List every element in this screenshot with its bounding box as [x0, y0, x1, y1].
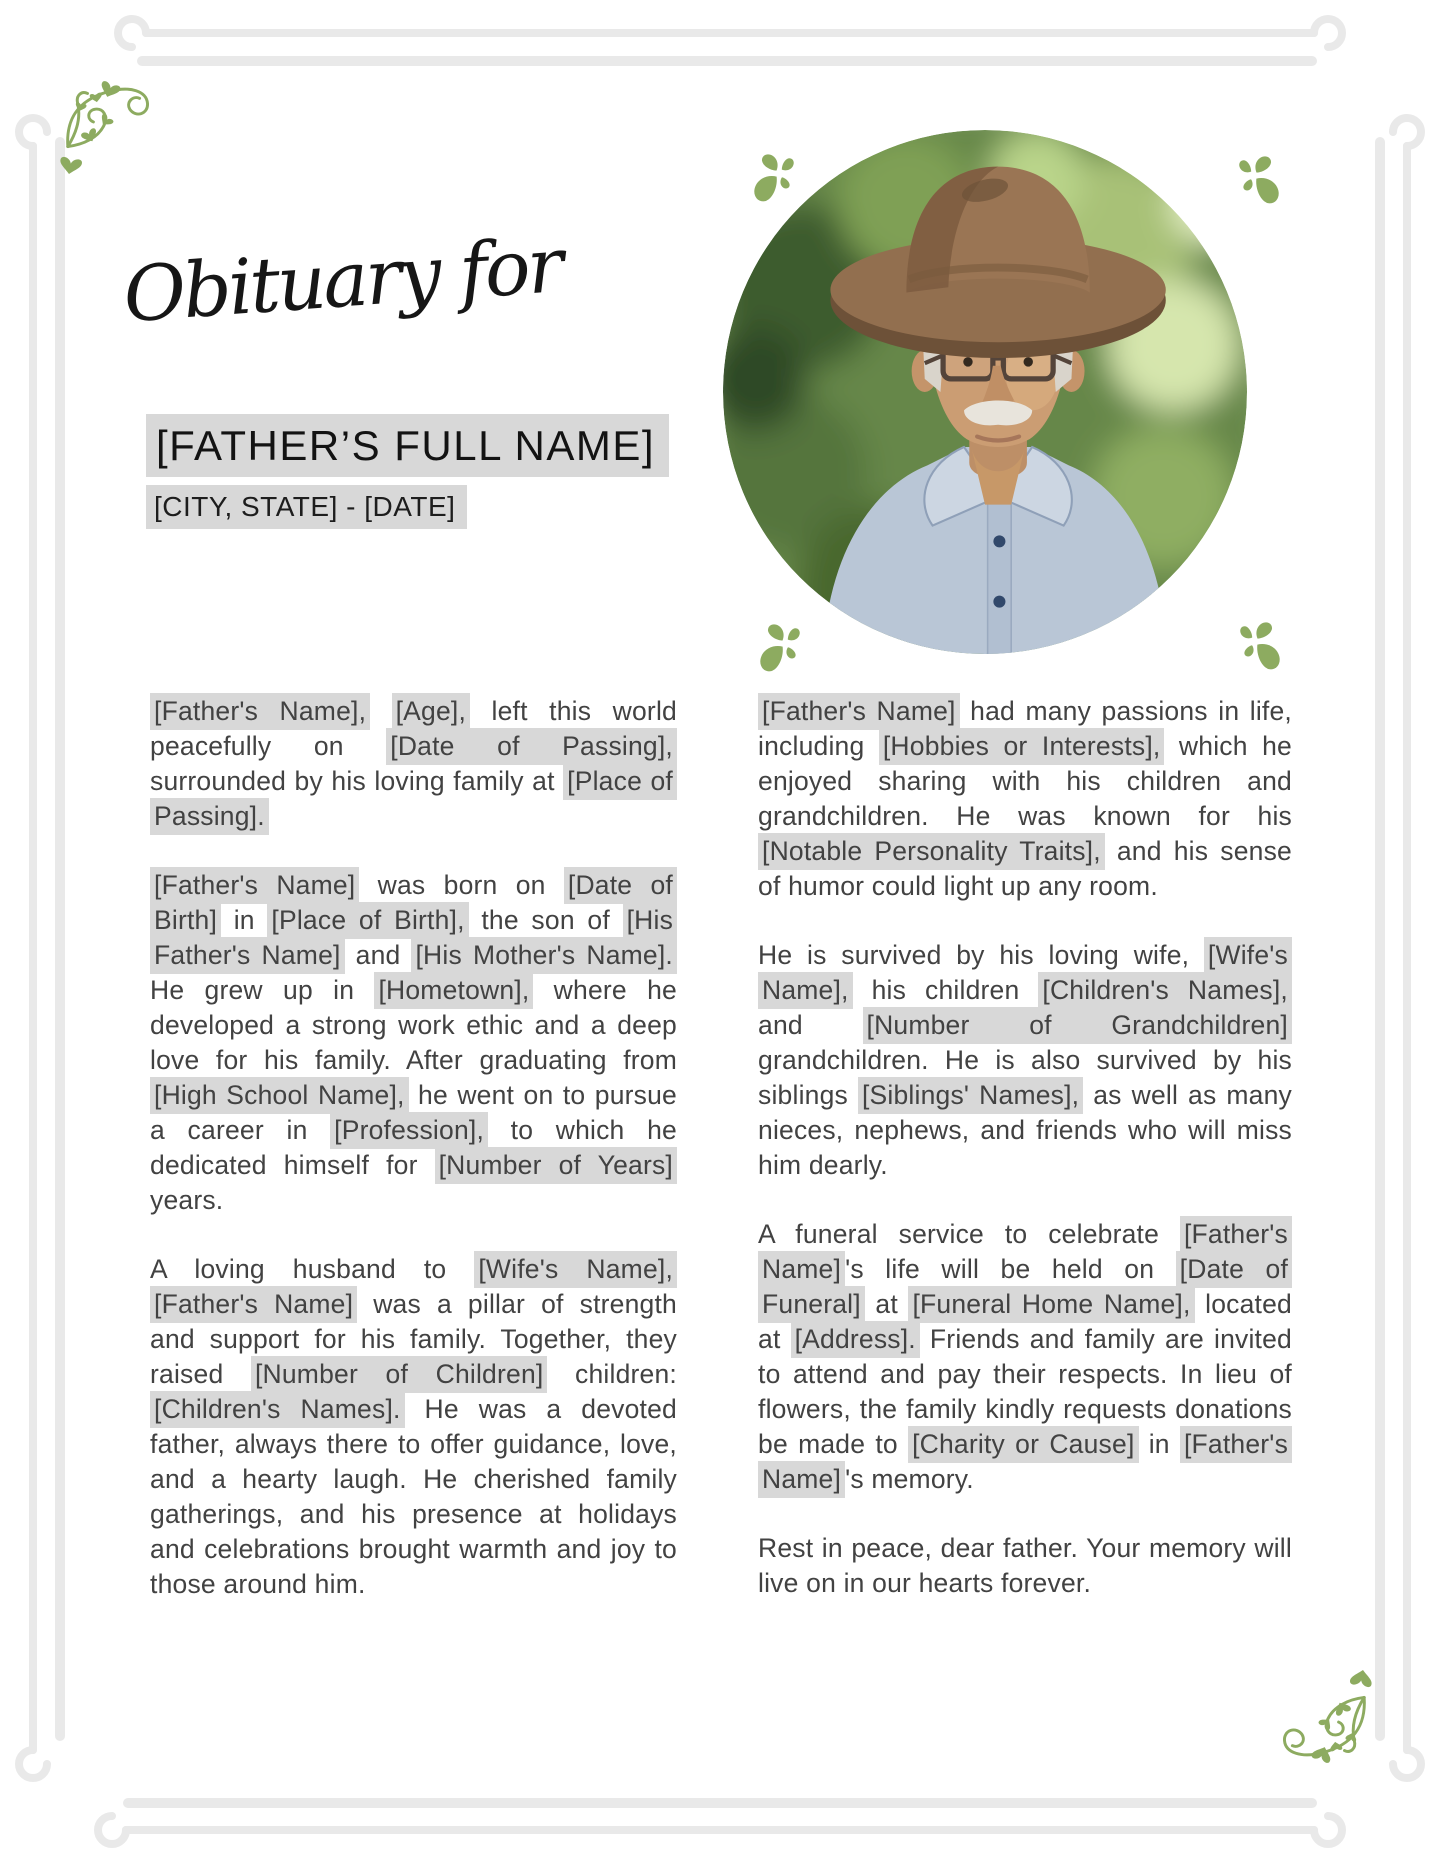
placeholder-highlight: [Address].: [791, 1321, 920, 1358]
placeholder-highlight: [Children's Names],: [1038, 972, 1292, 1009]
obituary-paragraph: A loving husband to [Wife's Name], [Father's Name] was a pillar of strength and support for his family. Together, they raised [Number of Children] children: [Children's Names]. He was a devoted father, always there to offer guidance, love, and a hearty laugh. He cherished family gatherings, and his presence at holidays and celebrations brought warmth and joy to those around him.: [150, 1252, 677, 1602]
placeholder-highlight: [High School Name],: [150, 1077, 409, 1114]
portrait-photo: [723, 130, 1247, 654]
placeholder-highlight: [Funeral Home Name],: [908, 1286, 1194, 1323]
placeholder-highlight: [Notable Personality Traits],: [758, 833, 1105, 870]
floral-flourish-icon: [1256, 1666, 1374, 1784]
placeholder-highlight: [Charity or Cause]: [908, 1426, 1138, 1463]
placeholder-highlight: [Age],: [392, 693, 470, 730]
placeholder-highlight: [Father's Name]: [758, 1426, 1292, 1498]
obituary-paragraph: A funeral service to celebrate [Father's Name] 's life will be held on [Date of Funeral] at [Funeral Home Name], located at [Address]. Friends and family are invited to attend and pay their respects. In lieu of flowers, the family kindly requests donations be made to [Charity or Cause] in [Father's Name] 's memory.: [758, 1217, 1292, 1497]
obituary-paragraph: [Father's Name] was born on [Date of Birth] in [Place of Birth], the son of [His Father's Name] and [His Mother's Name]. He grew up in [Hometown], where he developed a strong work ethic and a deep love for his family. After graduating from [High School Name], he went on to pursue a career in [Profession], to which he dedicated himself for [Number of Years] years.: [150, 868, 677, 1218]
placeholder-highlight: [Date of Birth]: [150, 867, 677, 939]
left-text-column: [150, 694, 677, 1602]
placeholder-highlight: [Siblings' Names],: [858, 1077, 1083, 1114]
placeholder-highlight: [Children's Names].: [150, 1391, 405, 1428]
leaf-sprig-icon: [1219, 140, 1289, 210]
floral-flourish-icon: [58, 60, 176, 178]
right-text-column: [758, 694, 1292, 1601]
placeholder-highlight: [His Father's Name]: [150, 902, 677, 974]
obituary-paragraph: He is survived by his loving wife, [Wife's Name], his children [Children's Names], and [Number of Grandchildren] grandchildren. He is also survived by his siblings [Siblings' Names], as well as many nieces, nephews, and friends who will miss him dearly.: [758, 938, 1292, 1183]
city-state-date-placeholder: [CITY, STATE] - [DATE]: [146, 485, 467, 529]
placeholder-highlight: [Father's Name]: [150, 1286, 357, 1323]
leaf-sprig-icon: [1220, 606, 1290, 676]
leaf-sprig-icon: [744, 138, 814, 208]
placeholder-highlight: [Place of Birth],: [267, 902, 468, 939]
placeholder-highlight: [Number of Grandchildren]: [863, 1007, 1292, 1044]
obituary-paragraph: [Father's Name] had many passions in life, including [Hobbies or Interests], which he enjoyed sharing with his children and grandchildren. He was known for his [Notable Personality Traits], and his sense of humor could light up any room.: [758, 694, 1292, 904]
placeholder-highlight: [Number of Children]: [251, 1356, 548, 1393]
leaf-sprig-icon: [750, 608, 820, 678]
placeholder-highlight: [Hometown],: [374, 972, 533, 1009]
obituary-script-heading: Obituary for: [120, 220, 564, 340]
placeholder-highlight: [Wife's Name],: [474, 1251, 677, 1288]
father-full-name-placeholder: [FATHER’S FULL NAME]: [146, 414, 669, 477]
placeholder-highlight: [Father's Name]: [758, 1216, 1292, 1288]
placeholder-highlight: [Hobbies or Interests],: [879, 728, 1165, 765]
obituary-paragraph: [Father's Name], [Age], left this world peacefully on [Date of Passing], surrounded by his loving family at [Place of Passing].: [150, 694, 677, 834]
placeholder-highlight: [Number of Years]: [435, 1147, 677, 1184]
placeholder-highlight: [Wife's Name],: [758, 937, 1292, 1009]
placeholder-highlight: [Profession],: [330, 1112, 488, 1149]
placeholder-highlight: [Place of Passing].: [150, 763, 677, 835]
placeholder-highlight: [Date of Funeral]: [758, 1251, 1292, 1323]
placeholder-highlight: [Father's Name]: [150, 867, 359, 904]
placeholder-highlight: [His Mother's Name].: [411, 937, 677, 974]
placeholder-highlight: [Date of Passing],: [386, 728, 677, 765]
placeholder-highlight: [Father's Name],: [150, 693, 370, 730]
obituary-paragraph: Rest in peace, dear father. Your memory will live on in our hearts forever.: [758, 1533, 1292, 1598]
placeholder-highlight: [Father's Name]: [758, 693, 960, 730]
